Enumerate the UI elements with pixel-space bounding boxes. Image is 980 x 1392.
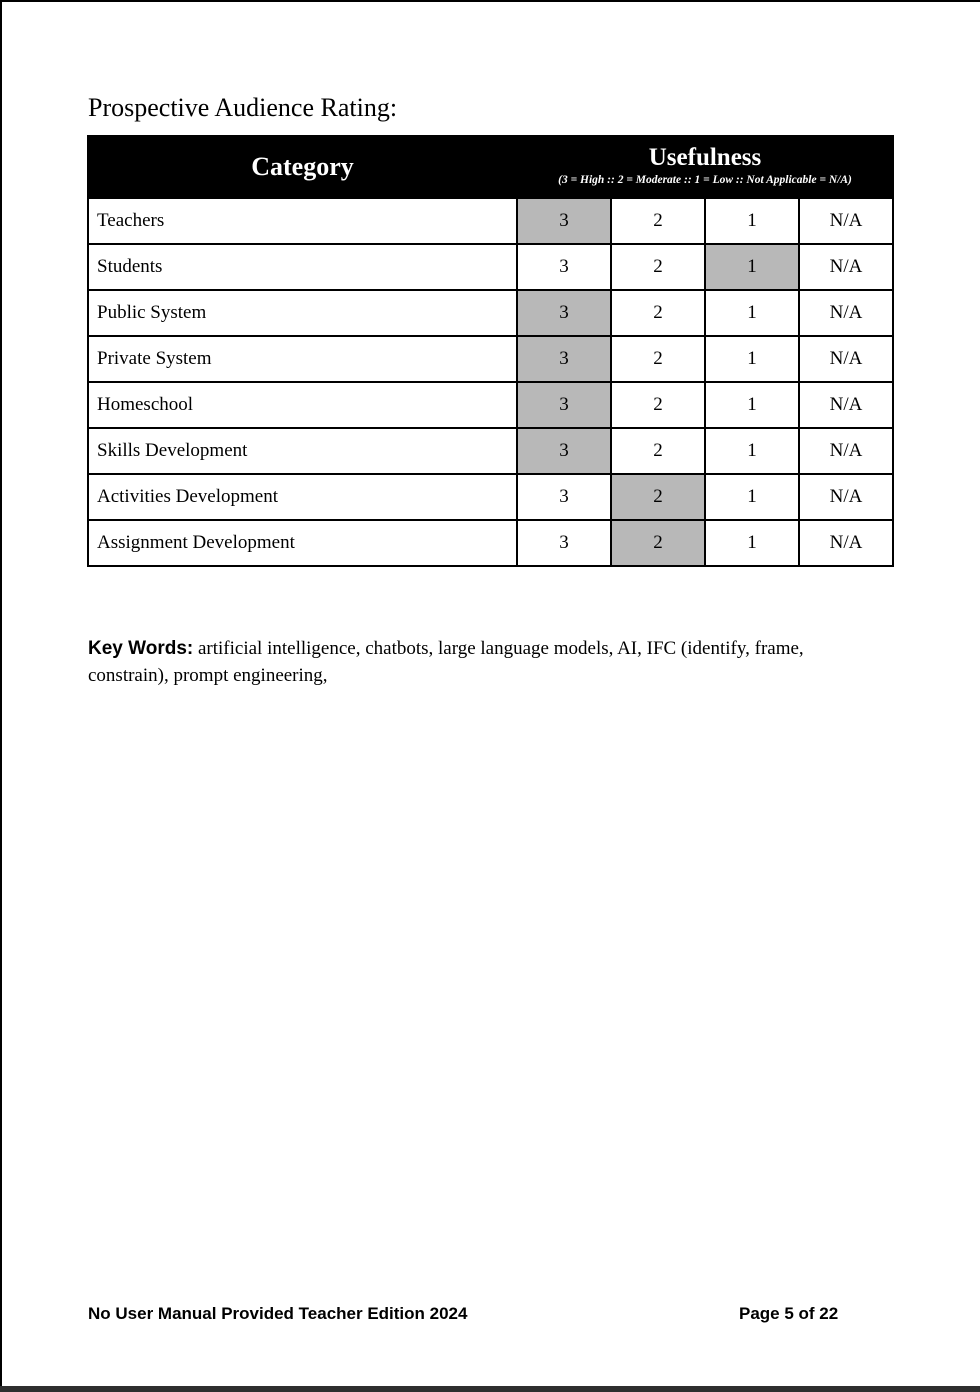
section-title: Prospective Audience Rating: — [88, 93, 398, 122]
key-words-label: Key Words: — [88, 638, 194, 659]
table-row — [88, 520, 893, 566]
category-cell: Private System — [88, 336, 517, 382]
usefulness-scale-note: (3 = High :: 2 = Moderate :: 1 = Low :: Not Applicable = N/A) — [558, 174, 852, 186]
top-border — [0, 0, 980, 2]
rating-cell-na: N/A — [799, 520, 893, 566]
category-header: Category — [88, 136, 517, 198]
audience-rating-table — [87, 135, 894, 567]
rating-cell-3: 3 — [517, 336, 611, 382]
rating-cell-2: 2 — [611, 428, 705, 474]
category-cell: Activities Development — [88, 474, 517, 520]
rating-cell-2: 2 — [611, 382, 705, 428]
rating-cell-3: 3 — [517, 520, 611, 566]
rating-cell-2: 2 — [611, 198, 705, 244]
rating-cell-2: 2 — [611, 474, 705, 520]
rating-cell-na: N/A — [799, 198, 893, 244]
rating-cell-2: 2 — [611, 244, 705, 290]
table-row — [88, 336, 893, 382]
table-row — [88, 428, 893, 474]
usefulness-header — [517, 136, 893, 198]
bottom-bar — [0, 1386, 980, 1392]
table-row — [88, 244, 893, 290]
left-border — [0, 0, 2, 1392]
category-cell: Homeschool — [88, 382, 517, 428]
category-cell: Teachers — [88, 198, 517, 244]
table-row — [88, 474, 893, 520]
rating-cell-1: 1 — [705, 520, 799, 566]
rating-cell-1: 1 — [705, 382, 799, 428]
category-cell: Students — [88, 244, 517, 290]
table-row — [88, 382, 893, 428]
rating-cell-2: 2 — [611, 290, 705, 336]
usefulness-title: Usefulness — [648, 144, 762, 171]
table-row — [88, 198, 893, 244]
category-cell: Assignment Development — [88, 520, 517, 566]
key-words-text: artificial intelligence, chatbots, large language models, AI, IFC (identify, frame, constrain), prompt engineering, — [88, 638, 804, 686]
rating-cell-1: 1 — [705, 336, 799, 382]
table-row — [88, 290, 893, 336]
rating-cell-1: 1 — [705, 290, 799, 336]
rating-cell-na: N/A — [799, 336, 893, 382]
rating-cell-na: N/A — [799, 428, 893, 474]
rating-cell-2: 2 — [611, 336, 705, 382]
rating-cell-na: N/A — [799, 382, 893, 428]
page-number: Page 5 of 22 — [739, 1304, 839, 1323]
rating-cell-3: 3 — [517, 198, 611, 244]
rating-cell-3: 3 — [517, 290, 611, 336]
rating-cell-na: N/A — [799, 290, 893, 336]
rating-cell-3: 3 — [517, 382, 611, 428]
rating-cell-na: N/A — [799, 244, 893, 290]
table-body — [88, 198, 893, 566]
rating-cell-1: 1 — [705, 474, 799, 520]
table-header-row — [88, 136, 893, 198]
category-cell: Skills Development — [88, 428, 517, 474]
rating-cell-1: 1 — [705, 198, 799, 244]
key-words — [88, 635, 878, 689]
rating-cell-2: 2 — [611, 520, 705, 566]
rating-cell-3: 3 — [517, 244, 611, 290]
rating-cell-1: 1 — [705, 244, 799, 290]
rating-cell-1: 1 — [705, 428, 799, 474]
category-cell: Public System — [88, 290, 517, 336]
footer-title: No User Manual Provided Teacher Edition 2024 — [88, 1304, 468, 1323]
rating-cell-na: N/A — [799, 474, 893, 520]
rating-cell-3: 3 — [517, 474, 611, 520]
rating-cell-3: 3 — [517, 428, 611, 474]
